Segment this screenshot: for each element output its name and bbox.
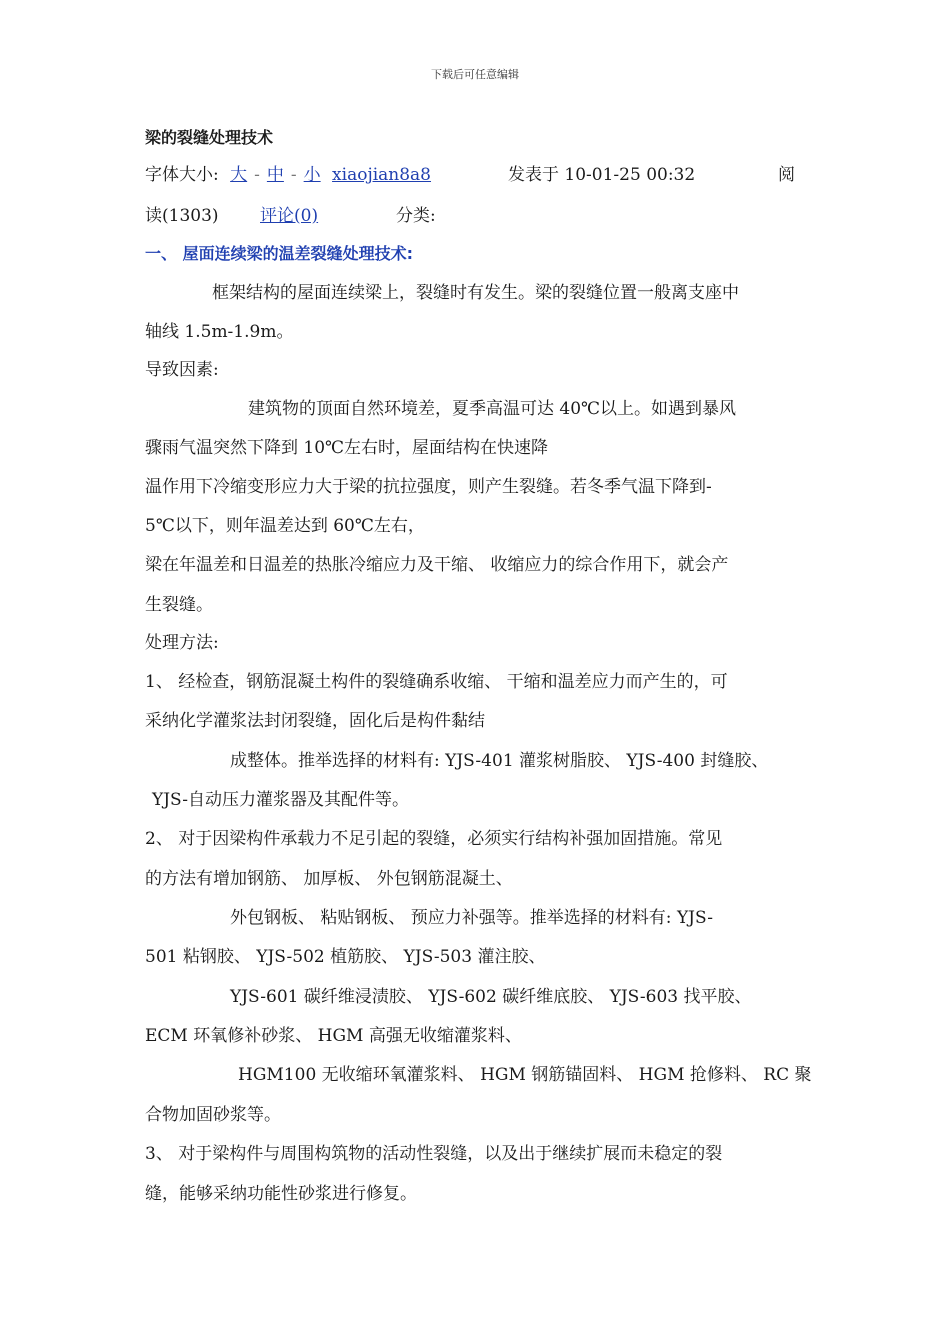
body-line: 导致因素:	[145, 360, 219, 380]
body-line: 外包钢板、 粘贴钢板、 预应力补强等。推举选择的材料有: YJS-	[230, 908, 713, 928]
body-line: 建筑物的顶面自然环境差，夏季高温可达 40℃以上。如遇到暴风	[248, 399, 737, 419]
article-meta-row	[145, 164, 431, 186]
body-line: 2、 对于因梁构件承载力不足引起的裂缝，必须实行结构补强加固措施。常见	[145, 829, 723, 849]
body-line: 缝，能够采纳功能性砂浆进行修复。	[145, 1184, 417, 1204]
body-line: 处理方法:	[145, 633, 219, 653]
section-heading: 一、 屋面连续梁的温差裂缝处理技术:	[145, 244, 413, 263]
body-line: 3、 对于梁构件与周围构筑物的活动性裂缝，以及出于继续扩展而未稳定的裂	[145, 1144, 723, 1164]
font-size-label: 字体大小:	[145, 165, 219, 185]
body-line: 成整体。推举选择的材料有: YJS-401 灌浆树脂胶、 YJS-400 封缝胶、	[230, 751, 769, 771]
body-line: HGM100 无收缩环氧灌浆料、 HGM 钢筋锚固料、 HGM 抢修料、 RC 聚	[238, 1065, 812, 1085]
body-line: 骤雨气温突然下降到 10℃左右时，屋面结构在快速降	[145, 438, 549, 458]
body-line: 轴线 1.5m-1.9m。	[145, 322, 294, 342]
separator: -	[290, 165, 297, 185]
page-header-note: 下载后可任意编辑	[431, 68, 519, 81]
author-link[interactable]: xiaojian8a8	[332, 165, 432, 185]
body-line: 1、 经检查，钢筋混凝土构件的裂缝确系收缩、 干缩和温差应力而产生的，可	[145, 672, 728, 692]
body-line: YJS-自动压力灌浆器及其配件等。	[152, 790, 410, 810]
body-line: 温作用下冷缩变形应力大于梁的抗拉强度，则产生裂缝。若冬季气温下降到-	[145, 477, 712, 497]
font-size-large-link[interactable]: 大	[230, 165, 248, 185]
read-count: 读(1303)	[145, 206, 219, 226]
separator: -	[254, 165, 260, 185]
body-line: 5℃以下，则年温差达到 60℃左右，	[145, 516, 425, 536]
body-line: 合物加固砂浆等。	[145, 1105, 281, 1125]
body-line: 501 粘钢胶、 YJS-502 植筋胶、 YJS-503 灌注胶、	[145, 947, 546, 967]
read-prefix: 阅	[778, 165, 795, 185]
post-date: 发表于 10-01-25 00:32	[508, 165, 696, 185]
body-line: 框架结构的屋面连续梁上，裂缝时有发生。梁的裂缝位置一般离支座中	[212, 283, 739, 303]
body-line: 的方法有增加钢筋、 加厚板、 外包钢筋混凝土、	[145, 869, 513, 889]
body-line: YJS-601 碳纤维浸渍胶、 YJS-602 碳纤维底胶、 YJS-603 找平胶、	[230, 987, 752, 1007]
body-line: 生裂缝。	[145, 595, 213, 615]
comments-link[interactable]: 评论(0)	[260, 206, 319, 226]
category-label: 分类:	[396, 206, 436, 226]
article-title: 梁的裂缝处理技术	[145, 128, 274, 147]
font-size-medium-link[interactable]: 中	[266, 165, 284, 185]
font-size-small-link[interactable]: 小	[303, 165, 321, 185]
body-line: 采纳化学灌浆法封闭裂缝，固化后是构件黏结	[145, 711, 485, 731]
body-line: 梁在年温差和日温差的热胀冷缩应力及干缩、 收缩应力的综合作用下，就会产	[145, 555, 729, 575]
body-line: ECM 环氧修补砂浆、 HGM 高强无收缩灌浆料、	[145, 1026, 522, 1046]
